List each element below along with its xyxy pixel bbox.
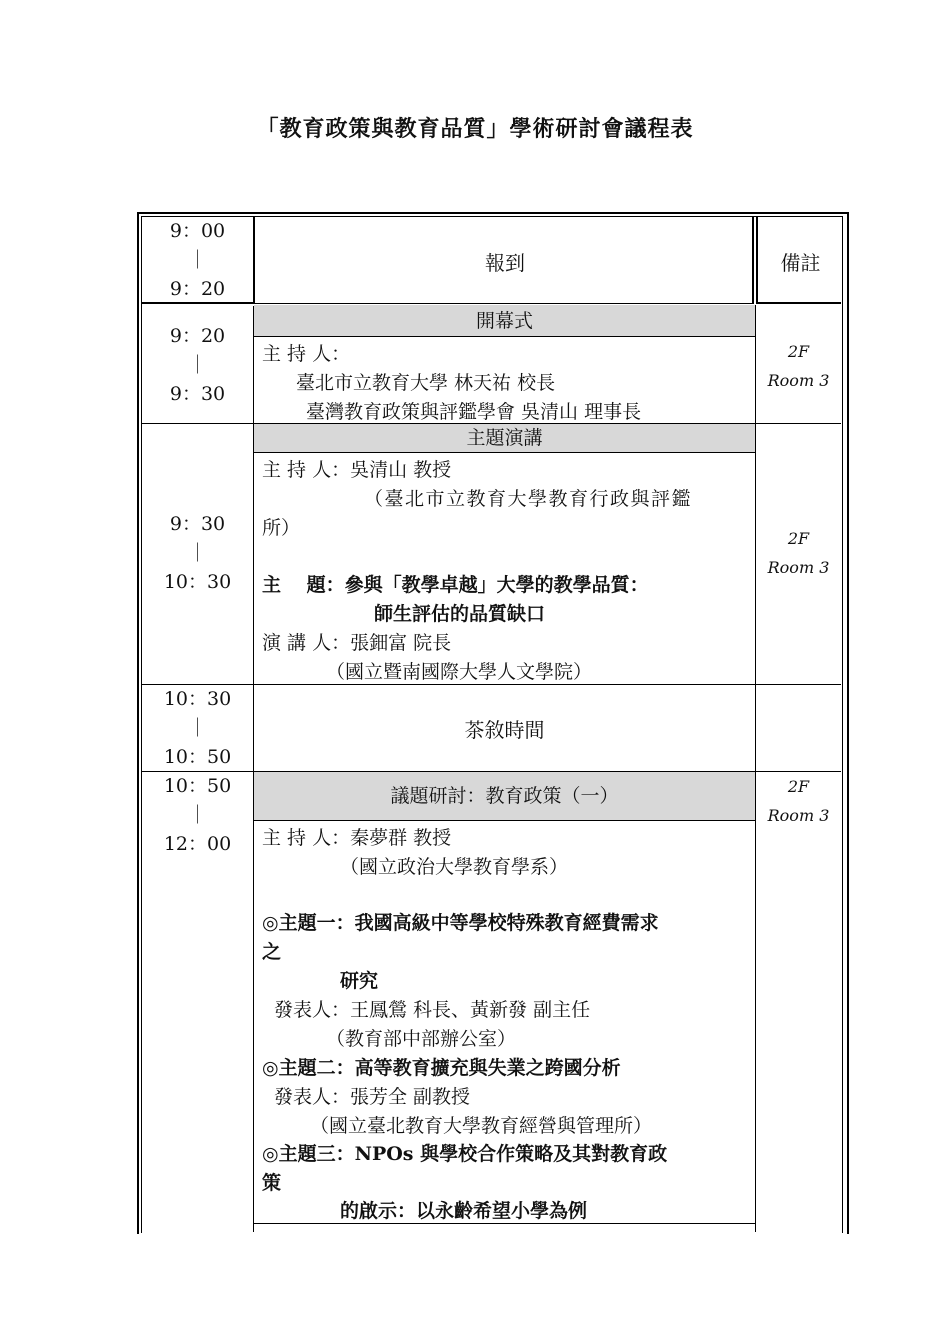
time-end: 9：20 [169, 278, 226, 300]
host-line: 主 持 人：吳清山 教授 [262, 459, 452, 481]
time-end: 10：50 [163, 746, 232, 768]
page-title: 「教育政策與教育品質」學術研討會議程表 [256, 116, 694, 142]
room-label: Room 3 [767, 806, 830, 825]
room-cell-keynote [755, 424, 841, 685]
topic1-line-1: ◎主題一：我國高級中等學校特殊教育經費需求 [262, 912, 659, 934]
opening-heading: 開幕式 [254, 305, 755, 337]
time-end: 12：00 [163, 833, 232, 855]
host-line-1: 臺北市立教育大學 林天祐 校長 [296, 372, 556, 394]
time-end: 9：30 [169, 383, 226, 405]
room-label: Room 3 [767, 558, 830, 577]
topic-line-2: 師生評估的品質缺口 [374, 603, 546, 625]
remark-header-cell [756, 217, 841, 304]
tea-break-label: 茶敘時間 [464, 718, 545, 742]
tea-break-cell [254, 685, 755, 772]
time-separator: ｜ [187, 542, 207, 564]
topic1-presenter: 發表人：王鳳鶯 科長、黃新發 副主任 [274, 999, 591, 1021]
time-cell-session1 [142, 772, 254, 1232]
topic1-line-3: 研究 [340, 970, 379, 992]
registration-label: 報到 [485, 251, 525, 275]
speaker-affiliation: （國立暨南國際大學人文學院） [326, 661, 593, 683]
keynote-content [254, 453, 755, 685]
time-start: 10：30 [163, 688, 232, 710]
time-separator: ｜ [187, 249, 207, 271]
topic1-affiliation: （教育部中部辦公室） [326, 1028, 517, 1050]
host-line-2: 臺灣教育政策與評鑑學會 吳清山 理事長 [306, 401, 642, 423]
time-start: 9：20 [169, 325, 226, 347]
opening-content [254, 337, 755, 424]
session1-heading: 議題研討：教育政策（一） [254, 772, 755, 821]
topic3-line-3: 的啟示：以永齡希望小學為例 [340, 1200, 588, 1222]
speaker-line: 演 講 人：張鈿富 院長 [262, 632, 452, 654]
room-label: Room 3 [767, 371, 830, 390]
time-cell-keynote [142, 424, 254, 685]
time-cell-opening [142, 306, 254, 424]
topic2-affiliation: （國立臺北教育大學教育經營與管理所） [310, 1115, 653, 1137]
room-cell-opening [755, 305, 841, 424]
topic-line-1: 主 題：參與「教學卓越」大學的教學品質： [262, 574, 649, 596]
remark-header-label: 備註 [780, 251, 821, 275]
time-separator: ｜ [187, 804, 207, 826]
floor-label: 2F [787, 777, 810, 796]
time-cell-registration [142, 217, 254, 304]
time-start: 10：50 [163, 775, 232, 797]
floor-label: 2F [787, 529, 810, 548]
time-start: 9：30 [169, 513, 226, 535]
topic2-presenter: 發表人：張芳全 副教授 [274, 1086, 471, 1108]
topic3-line-2: 策 [262, 1172, 282, 1194]
time-separator: ｜ [187, 354, 207, 376]
time-separator: ｜ [187, 717, 207, 739]
room-cell-session1 [755, 772, 841, 1232]
topic1-line-2: 之 [262, 941, 282, 963]
time-cell-tea [142, 685, 254, 772]
host-label: 主 持 人： [262, 343, 351, 365]
time-start: 9：00 [169, 220, 226, 242]
time-end: 10：30 [163, 571, 232, 593]
room-cell-tea [755, 685, 841, 772]
floor-label: 2F [787, 342, 810, 361]
topic3-line-1: ◎主題三：NPOs 與學校合作策略及其對教育政 [262, 1143, 668, 1165]
topic2-line-1: ◎主題二：高等教育擴充與失業之跨國分析 [262, 1057, 621, 1079]
host-affiliation: （國立政治大學教育學系） [340, 856, 569, 878]
session1-content [254, 821, 755, 1224]
registration-cell [254, 217, 754, 304]
host-affiliation-1: （臺北市立教育大學教育行政與評鑑 [364, 488, 693, 510]
host-affiliation-2: 所） [262, 517, 301, 539]
keynote-heading: 主題演講 [254, 424, 755, 453]
host-line: 主 持 人：秦夢群 教授 [262, 827, 452, 849]
